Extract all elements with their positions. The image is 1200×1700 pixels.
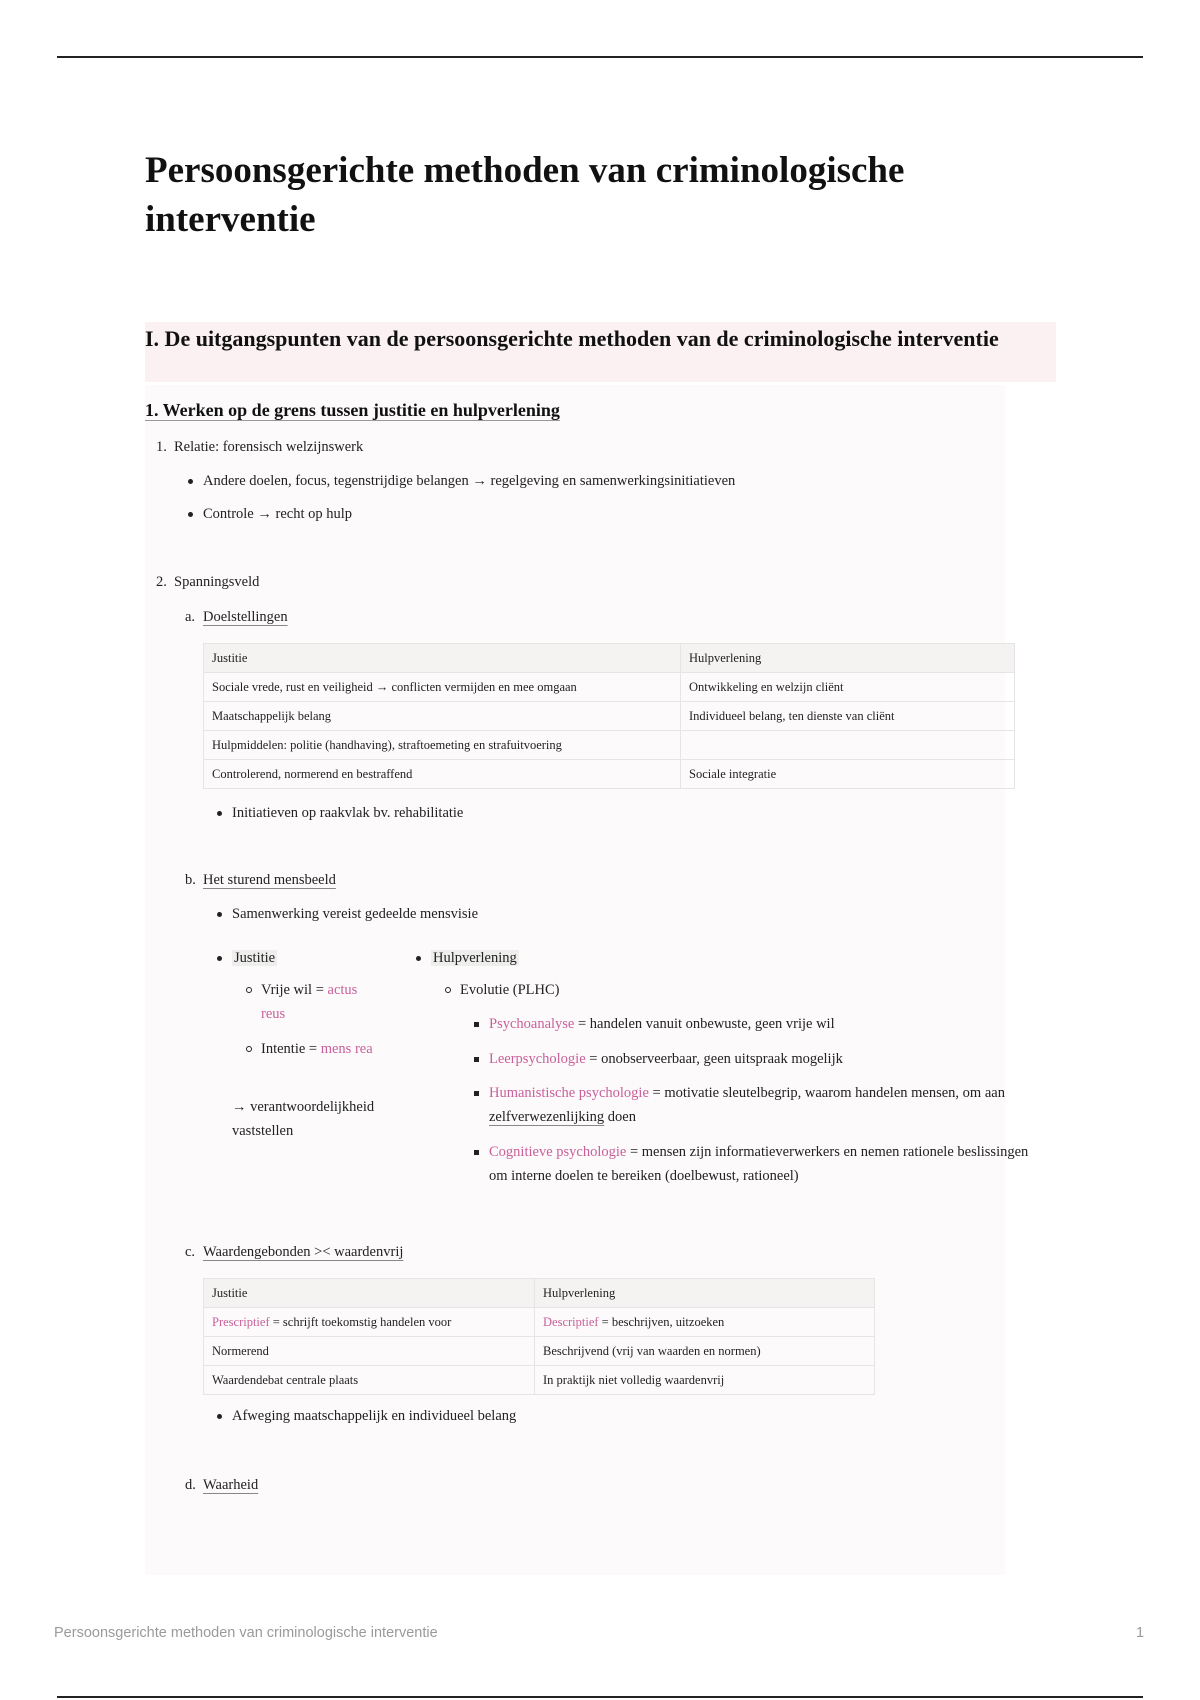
table-cell: Sociale integratie: [681, 760, 1015, 789]
table-cell: Normerend: [204, 1337, 535, 1366]
theory-item: Humanistische psychologie = motivatie sleutelbegrip, waarom handelen mensen, om aan zelfverwezenlijking doen: [489, 1081, 1049, 1129]
table-header-cell: Justitie: [204, 1279, 535, 1308]
table-cell: [681, 731, 1015, 760]
table-cell: Controlerend, normerend en bestraffend: [204, 760, 681, 789]
page-number: 1: [1136, 1625, 1145, 1641]
table-header-row: [204, 1279, 875, 1308]
table-row: [204, 731, 1015, 760]
table-cell: Sociale vrede, rust en veiligheid → conflicten vermijden en mee omgaan: [204, 673, 681, 702]
doelstellingen-table: [203, 643, 1015, 789]
justitie-column-label: Justitie: [232, 946, 277, 970]
table-cell: Prescriptief = schrijft toekomstig handelen voor: [204, 1308, 535, 1337]
subitem-waarheid: Waarheid: [203, 1477, 259, 1493]
table-row: [204, 1337, 875, 1366]
table-cell: Individueel belang, ten dienste van cliënt: [681, 702, 1015, 731]
table-cell: Hulpmiddelen: politie (handhaving), straftoemeting en strafuitvoering: [204, 731, 681, 760]
list-letter: c.: [185, 1244, 196, 1260]
bullet-item: Andere doelen, focus, tegenstrijdige belangen → regelgeving en samenwerkingsinitiatieven: [203, 469, 735, 493]
subitem-waardengebonden: Waardengebonden >< waardenvrij: [203, 1244, 404, 1260]
subsection-heading: 1. Werken op de grens tussen justitie en hulpverlening: [145, 400, 560, 420]
bullet-item: Initiatieven op raakvlak bv. rehabilitatie: [232, 801, 463, 825]
table-cell: Waardendebat centrale plaats: [204, 1366, 535, 1395]
table-header-cell: Justitie: [204, 644, 681, 673]
list-item-spanningsveld: Spanningsveld: [174, 574, 260, 590]
bottom-rule: [57, 1696, 1143, 1698]
list-item-relatie: Relatie: forensisch welzijnswerk: [174, 439, 364, 455]
top-rule: [57, 56, 1143, 58]
table-row: [204, 673, 1015, 702]
list-letter: d.: [185, 1477, 196, 1493]
table-header-cell: Hulpverlening: [535, 1279, 875, 1308]
table-row: [204, 1366, 875, 1395]
table-cell: Beschrijvend (vrij van waarden en normen): [535, 1337, 875, 1366]
table-cell: In praktijk niet volledig waardenvrij: [535, 1366, 875, 1395]
subitem-mensbeeld: Het sturend mensbeeld: [203, 872, 336, 888]
table-header-cell: Hulpverlening: [681, 644, 1015, 673]
justitie-item: Vrije wil = actus reus: [261, 978, 373, 1026]
hulpverlening-sub: Evolutie (PLHC): [460, 978, 559, 1002]
hulpverlening-column-label: Hulpverlening: [431, 946, 519, 970]
theory-item: Cognitieve psychologie = mensen zijn informatieverwerkers en nemen rationele beslissingen om interne doelen te bereiken (doelbewust, rationeel): [489, 1140, 1049, 1188]
subitem-doelstellingen: Doelstellingen: [203, 609, 288, 625]
table-row: [204, 760, 1015, 789]
table-cell: Descriptief = beschrijven, uitzoeken: [535, 1308, 875, 1337]
list-number: 1.: [156, 439, 167, 455]
page-title: Persoonsgerichte methoden van criminologische interventie: [145, 150, 905, 240]
table-row: [204, 1308, 875, 1337]
table-header-row: [204, 644, 1015, 673]
table-cell: Ontwikkeling en welzijn cliënt: [681, 673, 1015, 702]
theory-item: Leerpsychologie = onobserveerbaar, geen uitspraak mogelijk: [489, 1047, 843, 1071]
waarden-table: [203, 1278, 875, 1395]
justitie-item: Intentie = mens rea: [261, 1037, 373, 1061]
table-row: [204, 702, 1015, 731]
theory-item: Psychoanalyse = handelen vanuit onbewuste, geen vrije wil: [489, 1012, 835, 1036]
justitie-conclusion: → verantwoordelijkheid vaststellen: [232, 1099, 375, 1139]
bullet-item: Controle → recht op hulp: [203, 502, 352, 526]
bullet-item: Samenwerking vereist gedeelde mensvisie: [232, 902, 478, 926]
list-number: 2.: [156, 574, 167, 590]
table-cell: Maatschappelijk belang: [204, 702, 681, 731]
bullet-item: Afweging maatschappelijk en individueel belang: [232, 1404, 516, 1428]
list-letter: b.: [185, 872, 196, 888]
section-heading: I. De uitgangspunten van de persoonsgerichte methoden van de criminologische interventie: [145, 326, 999, 351]
footer-title: Persoonsgerichte methoden van criminologische interventie: [54, 1625, 438, 1641]
list-letter: a.: [185, 609, 196, 625]
section-heading-box: [145, 322, 1056, 382]
